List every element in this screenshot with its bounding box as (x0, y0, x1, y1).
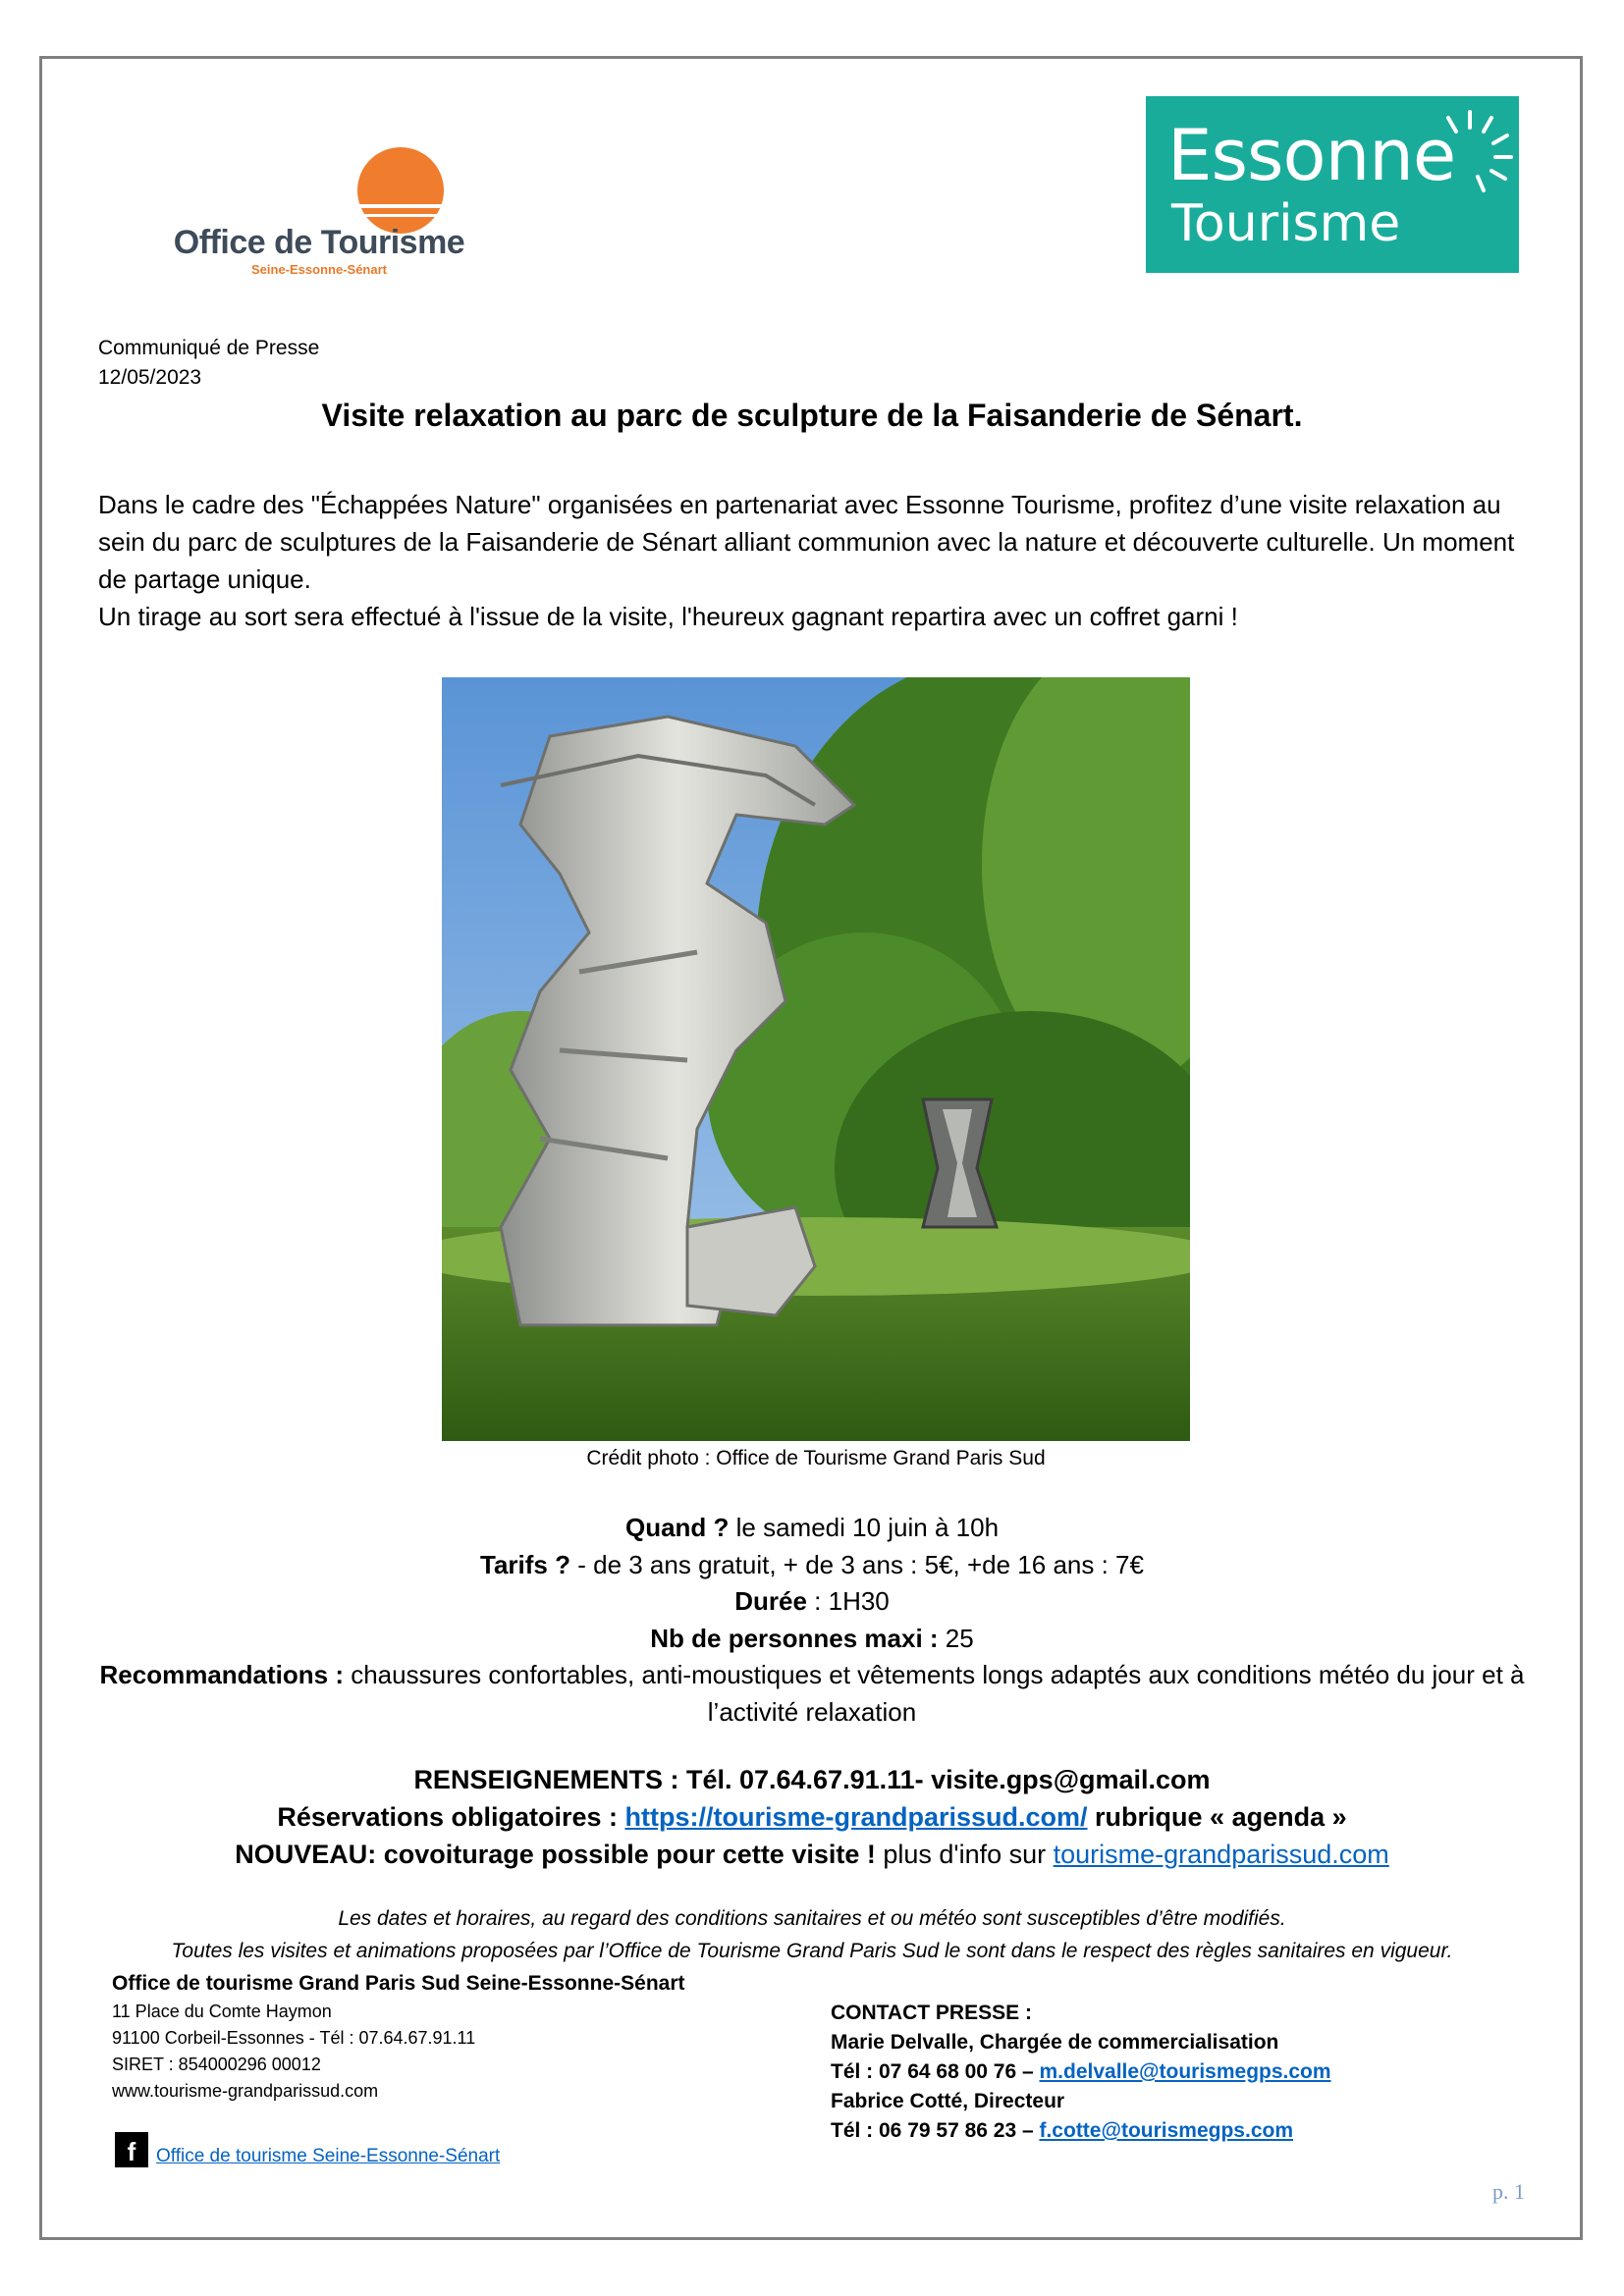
tourisme-logo-word: Tourisme (1171, 194, 1401, 253)
price-label: Tarifs ? (480, 1549, 570, 1579)
intro-text (98, 486, 1532, 635)
disclaimer-line: Les dates et horaires, au regard des conditions sanitaires et ou météo sont susceptibles d’être modifiés. (338, 1907, 1286, 1930)
press-heading: CONTACT PRESSE : (831, 2002, 1032, 2024)
office-logo-title: Office de Tourisme (173, 224, 465, 261)
press-contact-email[interactable]: m.delvalle@tourismegps.com (1039, 2060, 1331, 2083)
office-website: www.tourisme-grandparissud.com (112, 2081, 379, 2101)
carpool-label: NOUVEAU: covoiturage possible pour cette visite ! (235, 1840, 876, 1869)
max-people-row (98, 1621, 1526, 1658)
disclaimer (98, 1902, 1526, 1967)
max-people-label: Nb de personnes maxi : (650, 1623, 939, 1653)
page-title: Visite relaxation au parc de sculpture de la Faisanderie de Sénart. (321, 398, 1303, 433)
office-address-block (112, 1969, 799, 2105)
event-details (98, 1510, 1526, 1731)
reservation-label: Réservations obligatoires : (277, 1802, 625, 1832)
office-city-phone: 91100 Corbeil-Essonnes - Tél : 07.64.67.91.11 (112, 2028, 476, 2048)
press-contact (831, 1999, 1538, 2146)
office-logo-subtitle: Seine-Essonne-Sénart (251, 262, 387, 277)
recommendations-value: chaussures confortables, anti-moustiques et vêtements longs adaptés aux conditions météo du jour et à l’activité relaxation (344, 1660, 1525, 1727)
info-line: RENSEIGNEMENTS : Tél. 07.64.67.91.11- visite.gps@gmail.com (413, 1765, 1211, 1794)
max-people-value: 25 (938, 1623, 974, 1653)
essonne-logo-word: Essonne (1167, 114, 1456, 196)
duration-row (98, 1583, 1526, 1621)
press-contact-name: Marie Delvalle, Chargée de commercialisation (831, 2031, 1279, 2054)
carpool-link[interactable]: tourisme-grandparissud.com (1053, 1840, 1389, 1869)
sun-logo-icon (355, 145, 446, 236)
disclaimer-line: Toutes les visites et animations proposées par l’Office de Tourisme Grand Paris Sud le sont dans le respect des règles sanitaires en vigueur. (171, 1940, 1453, 1962)
office-name: Office de tourisme Grand Paris Sud Seine-Essonne-Sénart (112, 1972, 685, 1995)
office-siret: SIRET : 854000296 00012 (112, 2055, 321, 2074)
facebook-link-row (115, 2132, 567, 2169)
intro-paragraph: Un tirage au sort sera effectué à l'issue de la visite, l'heureux gagnant repartira avec un coffret garni ! (98, 602, 1238, 631)
essonne-tourisme-logo (1146, 96, 1519, 273)
price-row (98, 1547, 1526, 1584)
doc-date: 12/05/2023 (98, 366, 202, 389)
when-label: Quand ? (624, 1513, 730, 1542)
facebook-icon[interactable]: f (115, 2132, 148, 2167)
photo-caption: Crédit photo : Office de Tourisme Grand Paris Sud (586, 1447, 1046, 1469)
document-header (98, 334, 319, 393)
page-number: p. 1 (1492, 2179, 1525, 2204)
price-value: - de 3 ans gratuit, + de 3 ans : 5€, +de 16 ans : 7€ (570, 1549, 1144, 1579)
press-contact-email[interactable]: f.cotte@tourismegps.com (1039, 2119, 1293, 2142)
duration-value: : 1H30 (806, 1586, 890, 1616)
intro-paragraph: Dans le cadre des "Échappées Nature" organisées en partenariat avec Essonne Tourisme, profitez d’une visite relaxation au sein du parc de sculptures de la Faisanderie de Sénart alliant communion avec la nature et découverte culturelle. Un moment de partage unique. (98, 490, 1515, 594)
press-contact-phone: Tél : 07 64 68 00 76 – (831, 2060, 1040, 2083)
reservation-suffix: rubrique « agenda » (1087, 1802, 1347, 1832)
when-row (98, 1510, 1526, 1547)
carpool-more: plus d'info sur (875, 1840, 1054, 1869)
press-contact-name: Fabrice Cotté, Directeur (831, 2090, 1065, 2112)
duration-label: Durée (734, 1586, 807, 1616)
facebook-link[interactable]: Office de tourisme Seine-Essonne-Sénart (156, 2146, 501, 2166)
doc-type: Communiqué de Presse (98, 337, 320, 359)
press-contact-phone: Tél : 06 79 57 86 23 – (831, 2119, 1040, 2142)
recommendations-row (98, 1657, 1526, 1731)
office-address: 11 Place du Comte Haymon (112, 2002, 332, 2021)
sculpture-photo (442, 677, 1190, 1441)
office-tourisme-logo (147, 137, 491, 285)
recommendations-label: Recommandations : (99, 1660, 344, 1689)
reservation-link[interactable]: https://tourisme-grandparissud.com/ (624, 1802, 1088, 1832)
when-value: le samedi 10 juin à 10h (729, 1513, 1000, 1542)
booking-info (98, 1761, 1526, 1873)
